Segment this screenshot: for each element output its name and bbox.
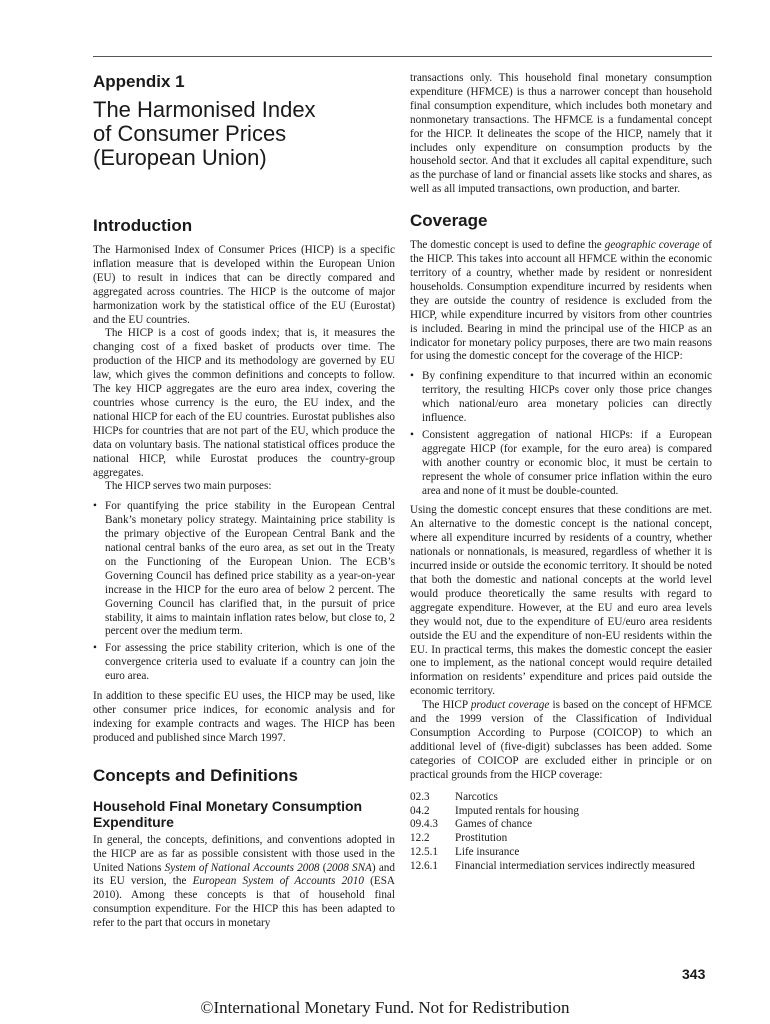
appendix-label: Appendix 1: [93, 72, 185, 91]
hfmce-heading: Household Final Monetary Consumption Expenditure: [93, 797, 363, 830]
page-title: [93, 98, 395, 170]
table-row: 12.6.1 Financial intermediation services indirectly measured: [410, 860, 695, 873]
table-row: 12.2 Prostitution: [410, 832, 508, 845]
list-item: • By confining expenditure to that incurred within an economic territory, the resulting HICPs cover only those price changes which national/euro area monetary policies can directly influence.: [410, 370, 712, 426]
table-row: 12.5.1 Life insurance: [410, 846, 520, 859]
table-row: 04.2 Imputed rentals for housing: [410, 804, 579, 817]
page-number: 343: [682, 966, 706, 982]
intro-paragraph: The HICP serves two main purposes:: [105, 480, 272, 493]
coverage-heading: Coverage: [410, 211, 488, 231]
continued-paragraph: transactions only. This household final monetary consumption expenditure (HFMCE) is thus a narrower concept than household final consumption expenditure, which includes both monetary and nonmonetary transactions. The HFMCE is a fundamental concept for the HICP. It delineates the scope of the HICP, namely that it includes only expenditure on consumption products by the household sector. And that it excludes all capital expenditure, such as the purchase of land or financial assets like stocks and shares, as well as all imputed transactions, own production, and barter.: [410, 72, 712, 196]
intro-paragraph: In addition to these specific EU uses, the HICP may be used, like other consumer price indices, for economic analysis and for indexing for example contracts and wages. The HICP has been produced and published since March 1997.: [93, 690, 395, 744]
title-line: (European Union): [93, 145, 267, 170]
coverage-paragraph: Using the domestic concept ensures that these conditions are met. An alternative to the domestic concept is the national concept, where all expenditure incurred by residents of a country, whether nationals or nonnationals, is measured, regardless of whether it is incurred inside or outside the economic territory. It should be noted that both the domestic and national concepts at the world level would produce theoretically the same results with regard to aggregate expenditure. However, at the EU and euro area levels they would not, due to the expenditure of EU/euro area residents outside the EU and the expenditure of non-EU residents within the EU. In practical terms, this makes the domestic concept the easier one to implement, as the national concept would require detailed information on residents’ expenditure and prices paid outside the economic territory.: [410, 504, 712, 698]
purposes-list: [93, 500, 395, 684]
list-item: • For assessing the price stability criterion, which is one of the convergence criteria used to evaluate if a country can join the euro area.: [93, 642, 395, 684]
footer-notice: ©International Monetary Fund. Not for Redistribution: [200, 998, 570, 1017]
list-item: • Consistent aggregation of national HICPs: if a European aggregate HICP (for example, for the euro area) is compared with another country or economic bloc, it must be certain to represent the whole of consumer price inflation within the euro area and none of it must be double-counted.: [410, 429, 712, 499]
coverage-paragraph: The domestic concept is used to define the geographic coverage of the HICP. This takes into account all HFMCE within the economic territory of a country, whether made by resident or nonresident households. Consumption expenditure incurred by residents when they are outside the country of residence is excluded from the HICP, while expenditure incurred by visitors from other countries is included. Bearing in mind the principal use of the HICP as an indicator for monetary policy purposes, there are two main reasons for using the domestic concept for the coverage of the HICP:: [410, 239, 712, 363]
introduction-heading: Introduction: [93, 216, 193, 235]
table-row: 02.3 Narcotics: [410, 790, 498, 803]
intro-paragraph: The Harmonised Index of Consumer Prices (HICP) is a specific inflation measure that is developed within the European Union (EU) to result in indices that can be directly compared and aggregated across countries. The HICP is the outcome of major harmonization work by the statistical office of the EU (Eurostat) and the EU countries.: [93, 244, 395, 326]
hfmce-paragraph: In general, the concepts, definitions, and conventions adopted in the HICP are as far as possible consistent with those used in the United Nations System of National Accounts 2008 (2008 SNA) and its EU version, the European System of Accounts 2010 (ESA 2010). Among these concepts is that of household final consumption expenditure. For the HICP this has been adapted to refer to the part that occurs in monetary: [93, 833, 395, 930]
table-row: 09.4.3 Games of chance: [410, 818, 533, 831]
concepts-heading: Concepts and Definitions: [93, 765, 298, 785]
header-rule: [93, 56, 712, 57]
intro-paragraph: The HICP is a cost of goods index; that is, it measures the changing cost of a fixed basket of products over time. The production of the HICP and its methodology are governed by EU law, which gives the common definitions and concepts to follow. The key HICP aggregates are the euro area index, covering the countries whose currency is the euro, the EU index, and the national HICP for each of the EU countries. Eurostat publishes also HICPs for countries that are not part of the EU, which produce the data on voluntary basis. The national statistical offices produce the national HICP, while Eurostat produces the country-group aggregates.: [93, 327, 395, 479]
reasons-list: [410, 370, 712, 498]
right-column: [410, 68, 712, 874]
title-line: The Harmonised Index: [93, 97, 316, 122]
list-item: • For quantifying the price stability in the European Central Bank’s monetary policy strategy. Maintaining price stability is the primary objective of the European Central Bank and the national central banks of the euro area, as set out in the Treaty on the Functioning of the European Union. The ECB’s Governing Council has defined price stability as a year-on-year increase in the HICP for the euro area of below 2 percent. The Governing Council has clarified that, in the pursuit of price stability, it aims to maintain inflation rates below, but close to, 2 percent over the medium term.: [93, 500, 395, 639]
excluded-categories-table: [410, 791, 712, 874]
left-column: [93, 68, 395, 931]
coverage-paragraph: The HICP product coverage is based on the concept of HFMCE and the 1999 version of the Classification of Individual Consumption According to Purpose (COICOP) to which an additional level of (five-digit) subclasses has been added. Some categories of COICOP are excluded either in principle or on practical grounds from the HICP coverage:: [410, 699, 712, 781]
title-line: of Consumer Prices: [93, 121, 287, 146]
